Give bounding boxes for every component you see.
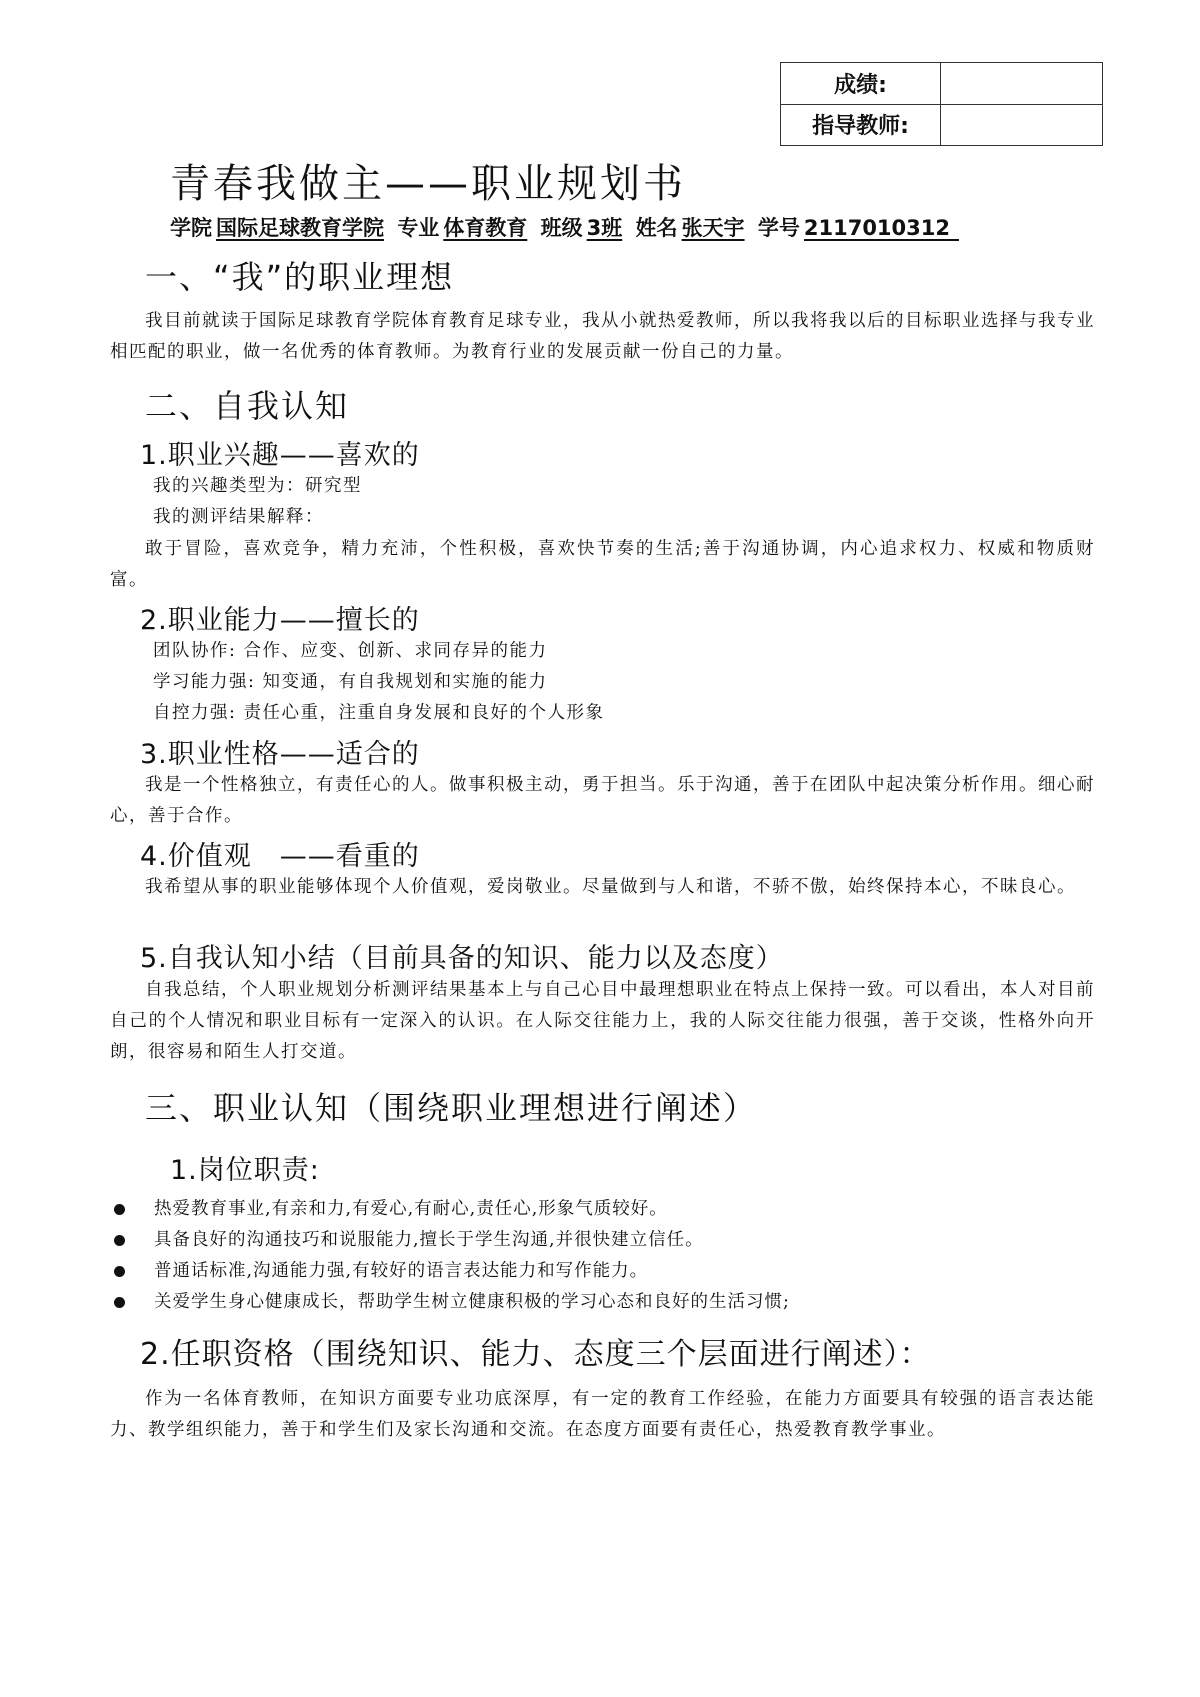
student-id-value: 2117010312 [804, 217, 959, 241]
values-heading: 4.价值观 ——看重的 [140, 841, 420, 872]
qualification-body: 作为一名体育教师，在知识方面要专业功底深厚，有一定的教育工作经验，在能力方面要具有较强的语言表达能力、教学组织能力，善于和学生们及家长沟通和交流。在态度方面要有责任心，热爱教育教学事业。 [110, 1389, 1095, 1440]
score-value [941, 63, 1102, 104]
name-label: 姓名 [635, 216, 678, 240]
list-item [110, 1194, 790, 1225]
class-label: 班级 [540, 216, 583, 240]
interest-type-line: 我的兴趣类型为：研究型 [153, 476, 362, 496]
college-value: 国际足球教育学院 [216, 216, 384, 240]
bullet-icon [114, 1204, 125, 1215]
teacher-row [781, 104, 1102, 145]
ability-line-2: 学习能力强: 知变通，有自我规划和实施的能力 [153, 672, 548, 692]
duty-text-3: 普通话标准,沟通能力强,有较好的语言表达能力和写作能力。 [154, 1261, 649, 1281]
summary-body: 自我总结，个人职业规划分析测评结果基本上与自己心目中最理想职业在特点上保持一致。可以看出，本人对目前自己的个人情况和职业目标有一定深入的认识。在人际交往能力上，我的人际交往能力很强，善于交谈，性格外向开朗，很容易和陌生人打交道。 [110, 980, 1095, 1062]
score-row [781, 63, 1102, 105]
values-body: 我希望从事的职业能够体现个人价值观，爱岗敬业。尽量做到与人和谐，不骄不傲，始终保持本心，不昧良心。 [145, 877, 1076, 897]
bullet-icon [114, 1266, 125, 1277]
teacher-value [941, 104, 1102, 145]
major-label: 专业 [397, 216, 440, 240]
summary-heading: 5.自我认知小结（目前具备的知识、能力以及态度） [140, 943, 784, 974]
score-label: 成绩: [781, 63, 941, 104]
section2-heading: 二、自我认知 [145, 387, 350, 425]
section1-body: 我目前就读于国际足球教育学院体育教育足球专业，我从小就热爱教师，所以我将我以后的目标职业选择与我专业相匹配的职业，做一名优秀的体育教师。为教育行业的发展贡献一份自己的力量。 [110, 311, 1095, 362]
name-value: 张天宇 [681, 216, 745, 240]
interest-result-label: 我的测评结果解释： [153, 507, 324, 527]
list-item [110, 1225, 790, 1256]
grade-box [780, 62, 1103, 146]
document-title: 青春我做主——职业规划书 [170, 161, 686, 207]
ability-line-3: 自控力强: 责任心重，注重自身发展和良好的个人形象 [153, 703, 605, 723]
duties-list [110, 1194, 790, 1318]
duty-text-1: 热爱教育事业,有亲和力,有爱心,有耐心,责任心,形象气质较好。 [154, 1199, 668, 1219]
ability-heading: 2.职业能力——擅长的 [140, 605, 420, 636]
personality-body: 我是一个性格独立，有责任心的人。做事积极主动，勇于担当。乐于沟通，善于在团队中起决策分析作用。细心耐心，善于合作。 [110, 775, 1095, 826]
section1-heading: 一、“我”的职业理想 [145, 258, 455, 296]
bullet-icon [114, 1297, 125, 1308]
duty-text-2: 具备良好的沟通技巧和说服能力,擅长于学生沟通,并很快建立信任。 [154, 1230, 704, 1250]
section3-heading: 三、职业认知（围绕职业理想进行阐述） [145, 1089, 758, 1127]
ability-line-1: 团队协作: 合作、应变、创新、求同存异的能力 [153, 641, 548, 661]
class-value: 3班 [586, 216, 623, 240]
qualification-heading: 2.任职资格（围绕知识、能力、态度三个层面进行阐述）： [140, 1337, 931, 1372]
interest-result-body: 敢于冒险，喜欢竞争，精力充沛，个性积极，喜欢快节奏的生活;善于沟通协调，内心追求权力、权威和物质财富。 [110, 539, 1095, 590]
bullet-icon [114, 1235, 125, 1246]
list-item [110, 1287, 790, 1318]
interest-heading: 1.职业兴趣——喜欢的 [140, 440, 420, 471]
major-value: 体育教育 [443, 216, 528, 240]
duty-text-4: 关爱学生身心健康成长，帮助学生树立健康积极的学习心态和良好的生活习惯; [154, 1292, 790, 1312]
teacher-label: 指导教师: [781, 104, 941, 145]
student-info-line [170, 212, 959, 242]
college-label: 学院 [170, 216, 212, 240]
student-id-label: 学号 [757, 216, 800, 240]
personality-heading: 3.职业性格——适合的 [140, 739, 420, 770]
duties-heading: 1.岗位职责: [170, 1155, 320, 1186]
list-item [110, 1256, 790, 1287]
